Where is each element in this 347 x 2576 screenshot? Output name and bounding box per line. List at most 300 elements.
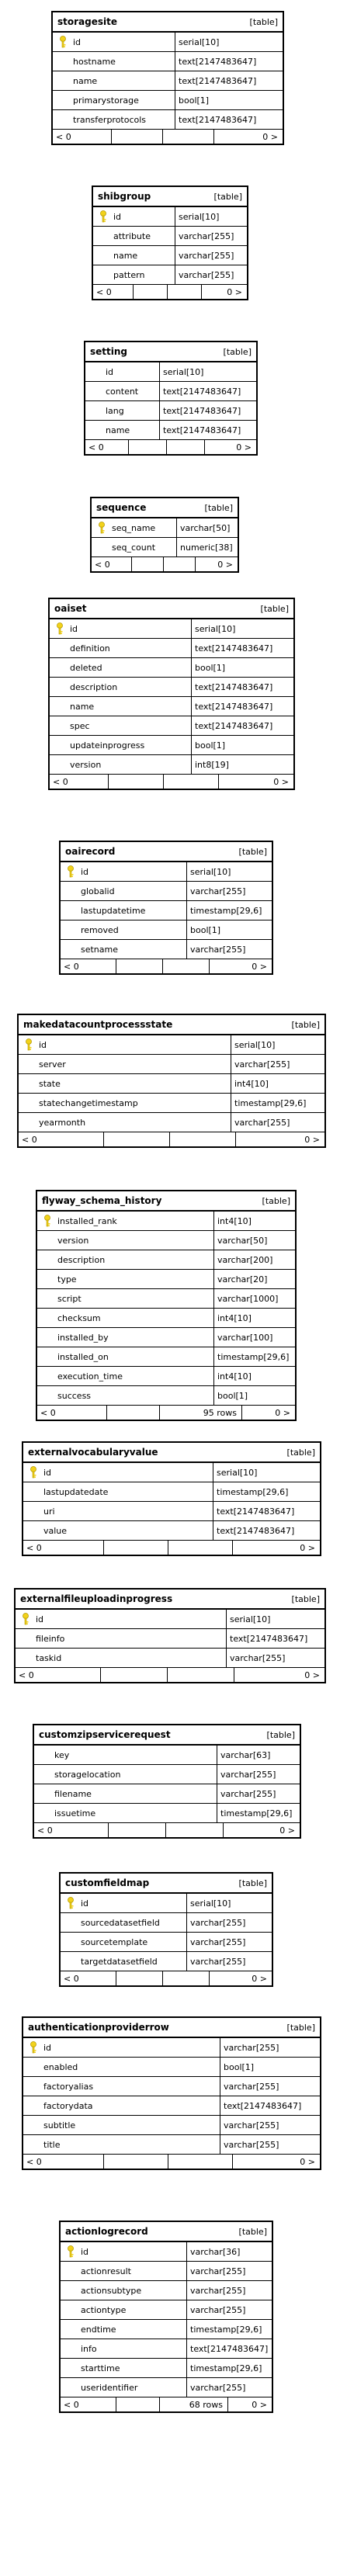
column-type: serial[10] — [195, 623, 236, 634]
column-row[interactable] — [50, 755, 293, 775]
column-name — [23, 1521, 213, 1540]
column-name-text: issuetime — [54, 1808, 96, 1818]
table-type-label: [table] — [204, 502, 233, 513]
column-type: varchar[255] — [220, 1788, 276, 1799]
column-row[interactable] — [85, 382, 256, 401]
column-type: varchar[200] — [217, 1254, 273, 1265]
column-type: varchar[255] — [179, 231, 234, 241]
column-row[interactable] — [53, 110, 283, 130]
column-name-text: actionresult — [81, 2266, 131, 2276]
column-row[interactable] — [53, 91, 283, 110]
primary-key-icon — [29, 1466, 37, 1479]
footer-divider — [163, 130, 214, 144]
column-name — [34, 1804, 217, 1822]
column-name-text: name — [113, 250, 138, 261]
footer-prev-page[interactable]: < 0 — [23, 2155, 104, 2169]
column-type: timestamp[29,6] — [220, 1808, 293, 1818]
footer-next-page[interactable]: 0 > — [279, 1825, 295, 1836]
column-row[interactable] — [93, 246, 247, 265]
column-name — [50, 678, 192, 696]
column-name — [61, 920, 187, 939]
footer-next-page[interactable]: 0 > — [300, 1542, 315, 1553]
footer-divider — [104, 1541, 168, 1555]
column-type: text[2147483647] — [224, 2100, 302, 2111]
column-name-text: execution_time — [57, 1371, 123, 1382]
column-type: varchar[1000] — [217, 1293, 279, 1304]
column-row[interactable] — [50, 716, 293, 736]
table-type-label: [table] — [286, 1447, 315, 1458]
table-type-label: [table] — [286, 2022, 315, 2033]
column-name — [50, 716, 192, 735]
column-name-text: checksum — [57, 1312, 101, 1323]
column-name — [37, 1212, 214, 1230]
footer-prev-page[interactable]: < 0 — [50, 775, 109, 789]
column-name-text: type — [57, 1274, 77, 1285]
footer-prev-page[interactable]: < 0 — [37, 1406, 107, 1420]
column-name-text: definition — [70, 643, 110, 654]
footer-prev-page[interactable]: < 0 — [61, 2397, 116, 2411]
column-type: timestamp[29,6] — [190, 905, 262, 916]
column-name — [37, 1347, 214, 1366]
column-name-text: key — [54, 1749, 70, 1760]
table-footer — [16, 1668, 324, 1682]
column-name-text: statechangetimestamp — [39, 1097, 138, 1108]
column-name-text: script — [57, 1293, 82, 1304]
column-name-text: success — [57, 1390, 92, 1401]
table-type-label: [table] — [223, 346, 252, 357]
column-row[interactable] — [37, 1231, 295, 1250]
footer-next-page[interactable]: 0 > — [275, 1407, 290, 1418]
column-row[interactable] — [23, 2116, 320, 2135]
table-storagesite[interactable] — [51, 11, 284, 145]
table-externalvocabularyvalue[interactable] — [22, 1441, 321, 1556]
column-type: bool[1] — [195, 740, 226, 751]
primary-key-icon — [98, 522, 106, 534]
column-row[interactable] — [16, 1649, 324, 1668]
primary-key-icon — [43, 1215, 51, 1227]
column-row[interactable] — [92, 518, 238, 538]
column-row[interactable] — [37, 1386, 295, 1406]
column-name — [23, 1502, 213, 1520]
table-oairecord[interactable] — [59, 841, 273, 975]
column-name — [61, 940, 187, 959]
column-row[interactable] — [61, 2359, 272, 2378]
column-name-text: name — [106, 425, 130, 435]
table-externalfileuploadinprogress[interactable] — [14, 1588, 326, 1683]
footer-row-count: 68 rows — [160, 2397, 228, 2411]
column-row[interactable] — [50, 697, 293, 716]
column-row[interactable] — [37, 1270, 295, 1289]
column-type: varchar[255] — [220, 1769, 276, 1780]
column-name — [53, 71, 175, 90]
column-name — [53, 91, 175, 109]
column-row[interactable] — [19, 1074, 324, 1094]
footer-prev-page[interactable]: < 0 — [85, 440, 129, 454]
column-name-text: attribute — [113, 231, 151, 241]
table-type-label: [table] — [260, 603, 289, 614]
column-row[interactable] — [85, 421, 256, 440]
footer-divider — [166, 1823, 224, 1837]
table-setting[interactable] — [84, 341, 258, 456]
column-type: numeric[38] — [180, 542, 233, 553]
column-name — [23, 2058, 220, 2076]
table-authenticationproviderrow[interactable] — [22, 2016, 321, 2170]
column-name — [19, 1055, 231, 1073]
column-row[interactable] — [53, 52, 283, 71]
column-name-text: enabled — [43, 2061, 78, 2072]
column-type: serial[10] — [190, 1898, 231, 1909]
column-name — [61, 882, 187, 900]
column-name-text: version — [57, 1235, 89, 1246]
column-name-text: hostname — [73, 56, 116, 67]
footer-prev-page[interactable]: < 0 — [34, 1823, 109, 1837]
footer-divider — [129, 440, 167, 454]
column-name-text: lastupdatetime — [81, 905, 146, 916]
column-name — [61, 2262, 187, 2280]
column-row[interactable] — [50, 658, 293, 678]
footer-prev-page[interactable]: < 0 — [61, 1971, 116, 1985]
column-row[interactable] — [85, 362, 256, 382]
column-row[interactable] — [23, 2058, 320, 2077]
table-header — [85, 342, 256, 362]
footer-divider — [104, 2155, 168, 2169]
column-name — [61, 2359, 187, 2377]
column-name-text: updateinprogress — [70, 740, 145, 751]
column-row[interactable] — [23, 1521, 320, 1541]
column-row[interactable] — [37, 1328, 295, 1347]
column-name — [85, 362, 160, 381]
table-makedatacountprocessstate[interactable] — [17, 1014, 326, 1148]
table-header — [61, 842, 272, 862]
column-name — [61, 2339, 187, 2358]
column-type: text[2147483647] — [195, 643, 273, 654]
column-name-text: value — [43, 1525, 68, 1536]
column-row[interactable] — [61, 1894, 272, 1913]
column-name — [50, 736, 192, 754]
column-name-text: transferprotocols — [73, 114, 147, 125]
column-type: bool[1] — [179, 95, 210, 106]
footer-divider — [132, 557, 164, 571]
column-row[interactable] — [61, 2242, 272, 2262]
column-name-text: server — [39, 1059, 66, 1070]
column-type: varchar[255] — [234, 1117, 290, 1128]
column-type: text[2147483647] — [190, 2343, 269, 2354]
table-footer — [61, 1971, 272, 1985]
footer-divider — [163, 1971, 210, 1985]
table-header — [23, 1443, 320, 1463]
table-oaiset[interactable] — [48, 598, 295, 790]
table-name: shibgroup — [98, 191, 151, 202]
table-name: sequence — [96, 502, 147, 513]
column-row[interactable] — [19, 1055, 324, 1074]
column-type: varchar[50] — [180, 522, 231, 533]
column-type: bool[1] — [224, 2061, 255, 2072]
column-row[interactable] — [34, 1765, 300, 1784]
column-type: bool[1] — [195, 662, 226, 673]
column-name-text: factoryalias — [43, 2081, 94, 2092]
table-type-label: [table] — [291, 1019, 320, 1030]
table-footer — [85, 440, 256, 454]
column-type: varchar[255] — [234, 1059, 290, 1070]
table-footer — [19, 1132, 324, 1146]
column-row[interactable] — [53, 71, 283, 91]
column-type: timestamp[29,6] — [217, 1486, 289, 1497]
column-row[interactable] — [61, 2378, 272, 2397]
column-name-text: description — [70, 681, 118, 692]
column-type: text[2147483647] — [163, 405, 241, 416]
column-row[interactable] — [16, 1629, 324, 1649]
column-row[interactable] — [50, 619, 293, 639]
column-type: varchar[20] — [217, 1274, 268, 1285]
table-customzipservicerequest[interactable] — [33, 1724, 301, 1839]
table-name: authenticationproviderrow — [28, 2022, 169, 2033]
primary-key-icon — [67, 865, 75, 878]
table-flyway_schema_history[interactable] — [36, 1190, 297, 1421]
column-row[interactable] — [37, 1367, 295, 1386]
column-name — [61, 901, 187, 920]
footer-divider — [168, 1668, 234, 1682]
column-row[interactable] — [23, 2077, 320, 2096]
primary-key-icon — [67, 1897, 75, 1909]
column-name-text: installed_by — [57, 1332, 109, 1343]
primary-key-icon — [99, 210, 107, 223]
column-row[interactable] — [23, 2038, 320, 2058]
footer-divider — [168, 285, 202, 299]
column-name — [61, 1894, 187, 1912]
footer-divider — [107, 1406, 160, 1420]
column-name — [93, 207, 175, 226]
column-row[interactable] — [61, 940, 272, 959]
footer-prev-page[interactable]: < 0 — [19, 1132, 104, 1146]
column-name — [50, 697, 192, 716]
column-row[interactable] — [37, 1347, 295, 1367]
column-row[interactable] — [23, 1463, 320, 1482]
column-name-text: spec — [70, 720, 90, 731]
column-row[interactable] — [61, 1952, 272, 1971]
footer-divider — [109, 775, 164, 789]
column-name-text: id — [81, 1898, 89, 1909]
column-type: bool[1] — [190, 924, 221, 935]
footer-next-page[interactable]: 0 > — [217, 559, 233, 570]
footer-prev-page[interactable]: < 0 — [53, 130, 112, 144]
column-type: text[2147483647] — [163, 425, 241, 435]
column-row[interactable] — [34, 1784, 300, 1804]
table-name: oairecord — [65, 846, 116, 857]
footer-prev-page[interactable]: < 0 — [93, 285, 134, 299]
footer-prev-page[interactable]: < 0 — [61, 959, 116, 973]
column-type: int4[10] — [217, 1215, 252, 1226]
column-name — [19, 1094, 231, 1112]
column-type: varchar[255] — [179, 269, 234, 280]
column-row[interactable] — [50, 736, 293, 755]
footer-divider — [164, 557, 196, 571]
column-row[interactable] — [37, 1212, 295, 1231]
column-row[interactable] — [19, 1094, 324, 1113]
column-type: varchar[255] — [190, 1936, 246, 1947]
column-row[interactable] — [61, 2262, 272, 2281]
column-type: varchar[255] — [179, 250, 234, 261]
column-name-text: starttime — [81, 2363, 120, 2373]
footer-divider — [109, 1823, 166, 1837]
column-name-text: version — [70, 759, 102, 770]
table-header — [61, 2222, 272, 2242]
column-name-text: installed_on — [57, 1351, 109, 1362]
column-type: timestamp[29,6] — [190, 2363, 262, 2373]
column-row[interactable] — [19, 1035, 324, 1055]
table-header — [34, 1725, 300, 1746]
column-row[interactable] — [53, 33, 283, 52]
column-row[interactable] — [19, 1113, 324, 1132]
column-name-text: description — [57, 1254, 106, 1265]
table-header — [53, 12, 283, 33]
table-footer — [53, 130, 283, 144]
footer-next-page[interactable]: 0 > — [236, 442, 252, 452]
column-name — [34, 1765, 217, 1784]
column-name-text: seq_count — [112, 542, 156, 553]
column-name — [19, 1035, 231, 1054]
column-name-text: endtime — [81, 2324, 116, 2335]
column-row[interactable] — [50, 639, 293, 658]
column-row[interactable] — [23, 1502, 320, 1521]
column-row[interactable] — [92, 538, 238, 557]
column-row[interactable] — [93, 207, 247, 227]
column-row[interactable] — [16, 1610, 324, 1629]
column-type: serial[10] — [234, 1039, 276, 1050]
column-name — [61, 1913, 187, 1932]
footer-prev-page[interactable]: < 0 — [16, 1668, 101, 1682]
footer-divider — [167, 440, 205, 454]
column-row[interactable] — [61, 1933, 272, 1952]
footer-divider — [164, 775, 219, 789]
table-type-label: [table] — [238, 846, 267, 857]
table-header — [92, 498, 238, 518]
footer-next-page[interactable]: 0 > — [262, 131, 278, 142]
column-row[interactable] — [85, 401, 256, 421]
table-footer — [92, 557, 238, 571]
column-name — [37, 1270, 214, 1288]
footer-divider — [134, 285, 168, 299]
column-row[interactable] — [37, 1289, 295, 1309]
column-type: bool[1] — [217, 1390, 248, 1401]
column-type: int8[19] — [195, 759, 229, 770]
column-name-text: installed_rank — [57, 1215, 117, 1226]
table-type-label: [table] — [291, 1593, 320, 1604]
column-name-text: state — [39, 1078, 61, 1089]
column-name-text: useridentifier — [81, 2382, 138, 2393]
column-name — [34, 1746, 217, 1764]
footer-next-page[interactable]: 0 > — [304, 1134, 320, 1145]
column-name — [16, 1649, 227, 1667]
table-actionlogrecord[interactable] — [59, 2221, 273, 2413]
column-type: serial[10] — [230, 1614, 271, 1624]
column-name-text: id — [70, 623, 78, 634]
column-name — [93, 227, 175, 245]
column-row[interactable] — [61, 2281, 272, 2300]
table-footer — [37, 1406, 295, 1420]
column-row[interactable] — [37, 1250, 295, 1270]
column-row[interactable] — [93, 265, 247, 285]
column-type: text[2147483647] — [195, 701, 273, 712]
column-name — [23, 1463, 213, 1482]
column-row[interactable] — [61, 901, 272, 920]
column-type: serial[10] — [217, 1467, 258, 1478]
column-row[interactable] — [61, 2300, 272, 2320]
table-name: storagesite — [57, 16, 117, 27]
column-name-text: globalid — [81, 886, 115, 896]
column-row[interactable] — [61, 2320, 272, 2339]
table-footer — [61, 959, 272, 973]
column-row[interactable] — [23, 2096, 320, 2116]
column-name — [92, 518, 177, 537]
column-name-text: id — [39, 1039, 47, 1050]
column-name — [23, 2038, 220, 2057]
table-sequence[interactable] — [90, 497, 239, 573]
column-type: text[2147483647] — [179, 75, 257, 86]
footer-next-page[interactable]: 0 > — [227, 286, 242, 297]
table-shibgroup[interactable] — [92, 185, 248, 300]
column-row[interactable] — [34, 1804, 300, 1823]
footer-prev-page[interactable]: < 0 — [23, 1541, 104, 1555]
column-type: text[2147483647] — [163, 386, 241, 397]
column-row[interactable] — [61, 1913, 272, 1933]
footer-next-page[interactable]: 0 > — [300, 2156, 315, 2167]
column-name-text: id — [43, 1467, 52, 1478]
primary-key-icon — [22, 1613, 29, 1625]
column-row[interactable] — [61, 920, 272, 940]
column-name — [19, 1113, 231, 1132]
column-name — [23, 1482, 213, 1501]
column-name — [37, 1231, 214, 1250]
column-name-text: sourcedatasetfield — [81, 1917, 160, 1928]
column-name — [19, 1074, 231, 1093]
primary-key-icon — [67, 2245, 75, 2258]
column-row[interactable] — [50, 678, 293, 697]
table-header — [19, 1015, 324, 1035]
column-row[interactable] — [23, 1482, 320, 1502]
column-name — [23, 2116, 220, 2134]
table-name: customfieldmap — [65, 1877, 150, 1888]
column-row[interactable] — [37, 1309, 295, 1328]
footer-next-page[interactable]: 0 > — [252, 2399, 267, 2410]
primary-key-icon — [25, 1038, 33, 1051]
footer-next-page[interactable]: 0 > — [273, 776, 289, 787]
column-row[interactable] — [34, 1746, 300, 1765]
footer-next-page[interactable]: 0 > — [304, 1669, 320, 1680]
footer-prev-page[interactable]: < 0 — [92, 557, 132, 571]
footer-next-page[interactable]: 0 > — [252, 1973, 267, 1984]
column-name-text: factorydata — [43, 2100, 93, 2111]
column-row[interactable] — [61, 2339, 272, 2359]
column-name-text: filename — [54, 1788, 92, 1799]
column-row[interactable] — [23, 2135, 320, 2155]
column-name — [37, 1328, 214, 1347]
column-type: varchar[255] — [190, 886, 246, 896]
column-row[interactable] — [61, 882, 272, 901]
table-name: externalvocabularyvalue — [28, 1447, 158, 1458]
column-type: serial[10] — [179, 211, 220, 222]
column-name — [53, 52, 175, 71]
column-row[interactable] — [93, 227, 247, 246]
column-row[interactable] — [61, 862, 272, 882]
column-type: varchar[36] — [190, 2246, 241, 2257]
table-name: makedatacountprocessstate — [23, 1019, 173, 1030]
footer-next-page[interactable]: 0 > — [252, 961, 267, 972]
footer-divider — [170, 1132, 236, 1146]
footer-divider — [101, 1668, 168, 1682]
table-customfieldmap[interactable] — [59, 1872, 273, 1987]
column-type: text[2147483647] — [195, 720, 273, 731]
column-name-text: pattern — [113, 269, 145, 280]
